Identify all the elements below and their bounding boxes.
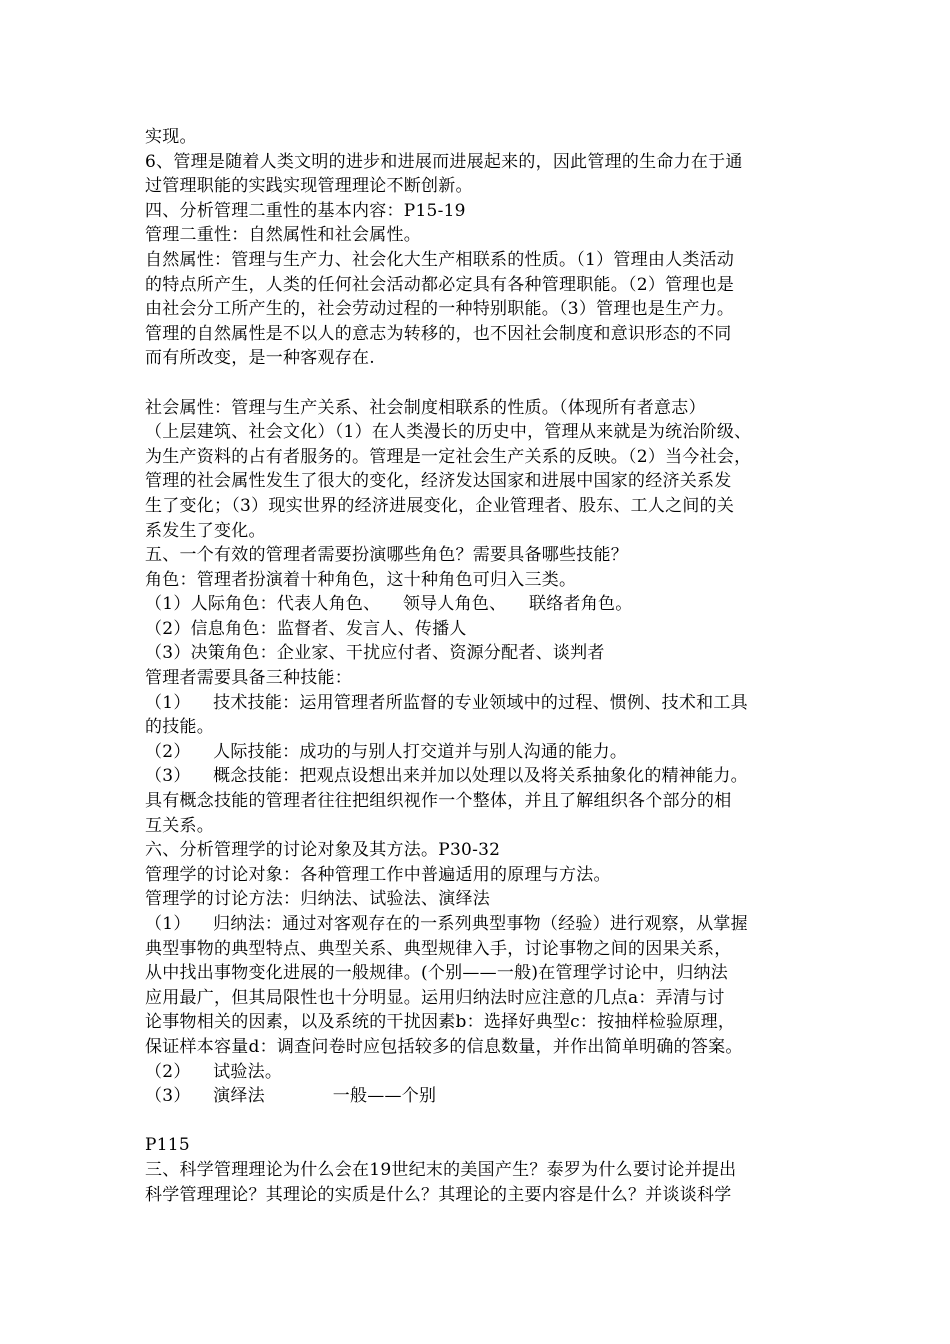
text-line: 角色：管理者扮演着十种角色，这十种角色可归入三类。 <box>145 569 577 590</box>
text-line: 应用最广，但其局限性也十分明显。运用归纳法时应注意的几点a：弄清与讨 <box>145 987 725 1008</box>
text-line: 的特点所产生，人类的任何社会活动都必定具有各种管理职能。（2）管理也是 <box>145 274 735 295</box>
text-line: 科学管理理论？其理论的实质是什么？其理论的主要内容是什么？并谈谈科学 <box>145 1184 732 1205</box>
text-line: 管理二重性：自然属性和社会属性。 <box>145 225 421 246</box>
text-line: 管理的社会属性发生了很大的变化，经济发达国家和进展中国家的经济关系发 <box>145 471 732 492</box>
document-page <box>145 125 815 1207</box>
text-line: 为生产资料的占有者服务的。管理是一定社会生产关系的反映。（2）当今社会， <box>145 446 752 467</box>
text-line: 的技能。 <box>145 717 214 738</box>
text-line: 而有所改变，是一种客观存在. <box>145 348 375 369</box>
text-line: 从中找出事物变化进展的一般规律。(个别——一般)在管理学讨论中，归纳法 <box>145 963 729 984</box>
text-line: （3） 概念技能：把观点设想出来并加以处理以及将关系抽象化的精神能力。 <box>145 766 748 787</box>
text-line: 过管理职能的实践实现管理理论不断创新。 <box>145 176 473 197</box>
text-line: （2）信息角色：监督者、发言人、传播人 <box>145 618 467 639</box>
text-line: 生了变化；（3）现实世界的经济进展变化，企业管理者、股东、工人之间的关 <box>145 495 735 516</box>
text-line: 三、科学管理理论为什么会在19世纪末的美国产生？泰罗为什么要讨论并提出 <box>145 1159 737 1180</box>
text-line: 管理学的讨论对象：各种管理工作中普遍适用的原理与方法。 <box>145 864 611 885</box>
text-line: 典型事物的典型特点、典型关系、典型规律入手，讨论事物之间的因果关系， <box>145 938 732 959</box>
blank-line <box>145 1109 815 1134</box>
text-line: （1） 技术技能：运用管理者所监督的专业领域中的过程、惯例、技术和工具 <box>145 692 748 713</box>
text-line: 由社会分工所产生的，社会劳动过程的一种特别职能。（3）管理也是生产力。 <box>145 299 735 320</box>
text-line: 论事物相关的因素，以及系统的干扰因素b：选择好典型c：按抽样检验原理， <box>145 1012 736 1033</box>
text-line: （3） 演绎法 一般——个别 <box>145 1086 437 1107</box>
blank-line <box>145 371 815 396</box>
text-line: 六、分析管理学的讨论对象及其方法。P30-32 <box>145 840 501 861</box>
text-line: 系发生了变化。 <box>145 520 266 541</box>
text-line: 自然属性：管理与生产力、社会化大生产相联系的性质。（1）管理由人类活动 <box>145 249 735 270</box>
text-line: （2） 人际技能：成功的与别人打交道并与别人沟通的能力。 <box>145 741 628 762</box>
text-line: 管理学的讨论方法：归纳法、试验法、演绎法 <box>145 889 490 910</box>
text-line: 社会属性：管理与生产关系、社会制度相联系的性质。（体现所有者意志） <box>145 397 706 418</box>
text-line: 五、一个有效的管理者需要扮演哪些角色？需要具备哪些技能？ <box>145 545 628 566</box>
text-line: 管理的自然属性是不以人的意志为转移的，也不因社会制度和意识形态的不同 <box>145 323 732 344</box>
text-line: （1）人际角色：代表人角色、 领导人角色、 联络者角色。 <box>145 594 633 615</box>
text-line: 实现。 <box>145 127 197 147</box>
text-line: 管理者需要具备三种技能： <box>145 668 352 689</box>
text-line: （上层建筑、社会文化）（1）在人类漫长的历史中，管理从来就是为统治阶级、 <box>145 422 752 443</box>
text-line: 6、管理是随着人类文明的进步和进展而进展起来的，因此管理的生命力在于通 <box>145 151 743 172</box>
text-line: P115 <box>145 1135 190 1156</box>
text-line: （2） 试验法。 <box>145 1061 283 1082</box>
text-line: 互关系。 <box>145 815 214 836</box>
text-line: 保证样本容量d：调查问卷时应包括较多的信息数量，并作出简单明确的答案。 <box>145 1036 743 1057</box>
text-line: （1） 归纳法：通过对客观存在的一系列典型事物（经验）进行观察，从掌握 <box>145 914 748 934</box>
text-line: 具有概念技能的管理者往往把组织视作一个整体，并且了解组织各个部分的相 <box>145 791 732 812</box>
text-line: （3）决策角色：企业家、干扰应付者、资源分配者、谈判者 <box>145 643 605 664</box>
text-line: 四、分析管理二重性的基本内容：P15-19 <box>145 200 466 221</box>
